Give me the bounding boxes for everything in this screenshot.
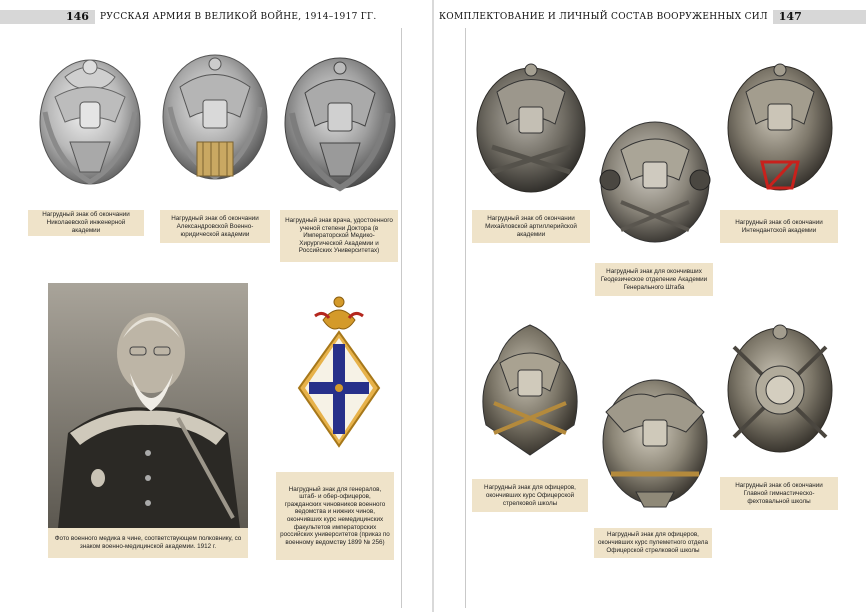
caption-right-badge-1: Нагрудный знак об окончании Михайловской артиллерийской академии (472, 210, 590, 243)
right-page-header (434, 10, 866, 24)
page-number: 147 (773, 10, 808, 24)
intendant-academy-badge (724, 52, 836, 200)
column-rule (401, 28, 402, 608)
machine-gun-badge (596, 362, 714, 512)
running-title: КОМПЛЕКТОВАНИЕ И ЛИЧНЫЙ СОСТАВ ВООРУЖЕННЫХ СИЛ (439, 12, 768, 22)
fencing-school-badge (724, 312, 836, 460)
university-cross-badge (293, 288, 385, 456)
caption-cross-badge: Нагрудный знак для генералов, штаб- и обер-офицеров, гражданских чиновников военного ведомства и нижних чинов, окончивших курс немедицинских факультетов императорских российских университетов (приказ по военному ведомству 1899 № 256) (276, 472, 394, 560)
caption-badge-2: Нагрудный знак об окончании Александровской Военно-юридической академии (160, 210, 270, 243)
right-page (434, 0, 866, 612)
rifle-school-badge (474, 315, 586, 463)
left-page (0, 0, 432, 612)
header-bar (0, 10, 60, 24)
page-number: 146 (60, 10, 95, 24)
engineering-academy-badge (25, 42, 155, 192)
caption-badge-1: Нагрудный знак об окончании Николаевской инженерной академии (28, 210, 144, 236)
doctor-degree-badge (280, 48, 400, 193)
caption-right-badge-3: Нагрудный знак об окончании Интендантской академии (720, 210, 838, 243)
caption-right-badge-2: Нагрудный знак для окончивших Геодезическое отделение Академии Генерального Штаба (595, 263, 713, 296)
geodesy-badge (596, 110, 714, 250)
running-title: РУССКАЯ АРМИЯ В ВЕЛИКОЙ ВОЙНЕ, 1914–1917 ГГ. (99, 12, 377, 22)
left-page-header (0, 10, 432, 24)
caption-badge-3: Нагрудный знак врача, удостоенного ученой степени Доктора (в Императорской Медико-Хирургической Академии и Российских Университетах) (280, 210, 398, 262)
artillery-academy-badge (472, 52, 590, 200)
military-law-academy-badge (155, 42, 275, 192)
header-bar (808, 10, 866, 24)
caption-right-badge-5: Нагрудный знак для офицеров, окончивших курс пулеметного отдела Офицерской стрелковой школы (594, 528, 712, 558)
portrait-photo (48, 283, 248, 528)
caption-right-badge-6: Нагрудный знак об окончании Главной гимнастическо-фехтовальной школы (720, 477, 838, 510)
caption-right-badge-4: Нагрудный знак для офицеров, окончивших курс Офицерской стрелковой школы (472, 479, 588, 512)
column-rule (465, 28, 466, 608)
caption-photo: Фото военного медика в чине, соответствующем полковнику, со знаком военно-медицинской академии. 1912 г. (48, 528, 248, 558)
